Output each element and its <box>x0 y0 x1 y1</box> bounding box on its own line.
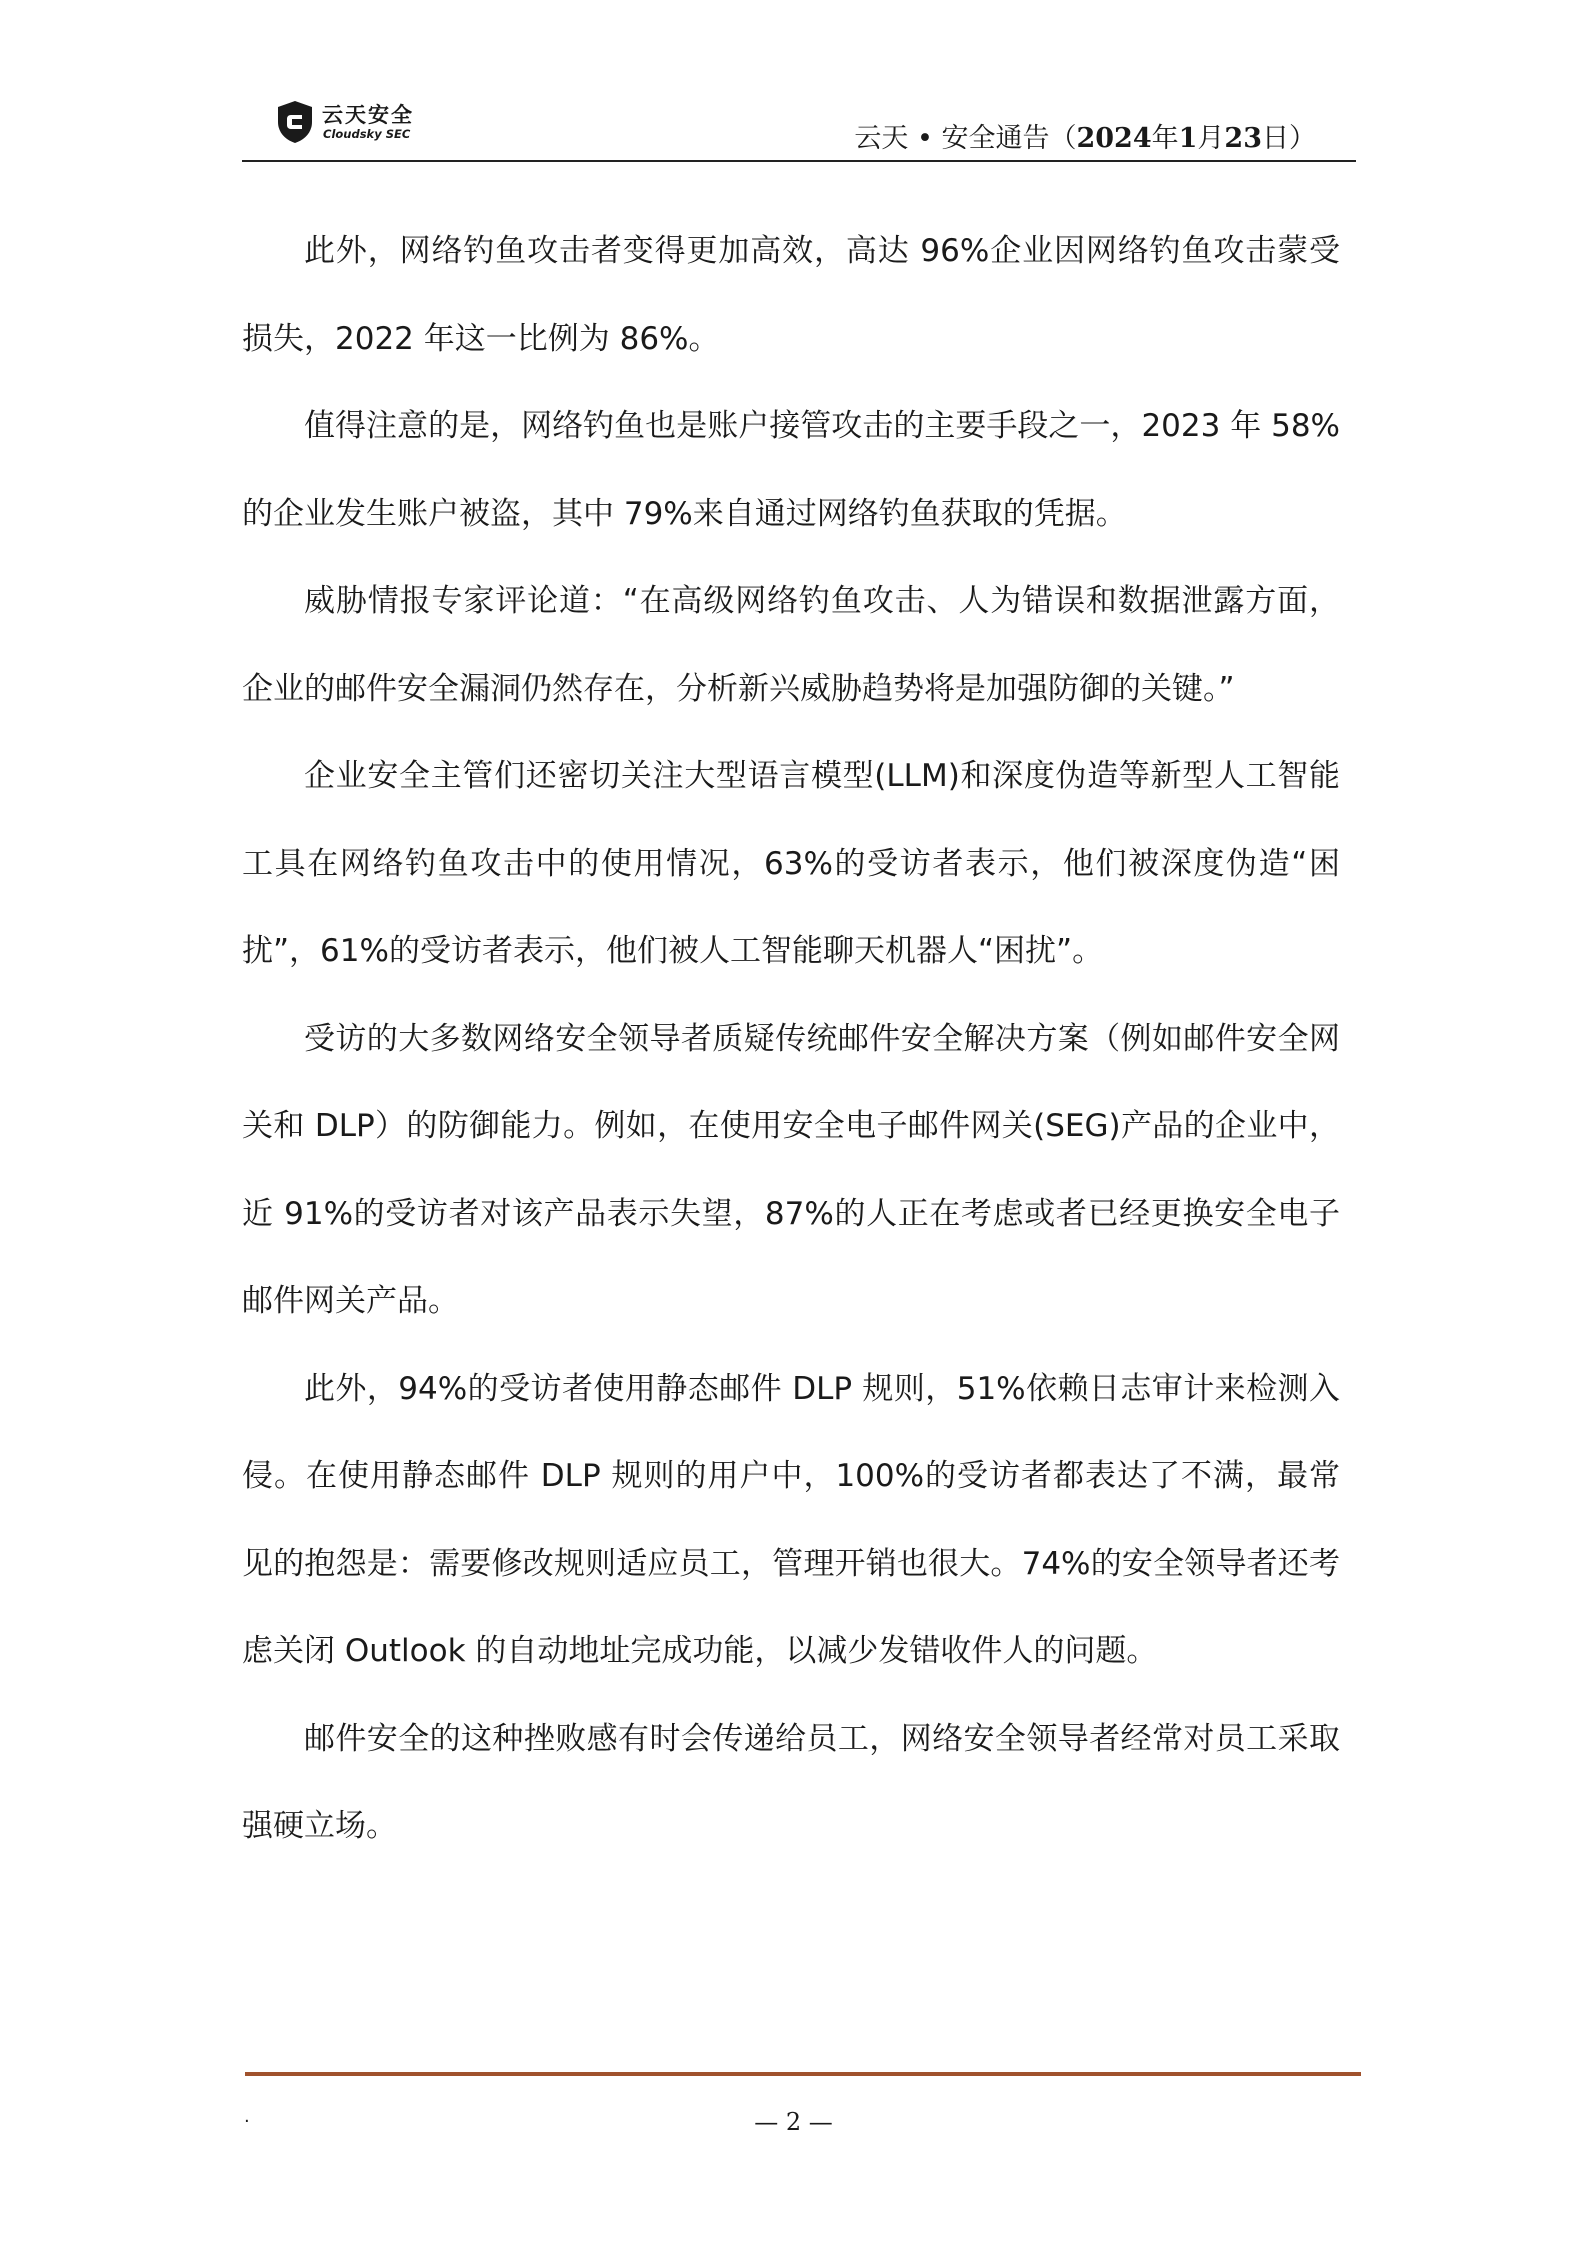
title-month: 1 <box>1178 123 1198 154</box>
page-header <box>242 88 1356 160</box>
bulletin-title <box>854 116 1316 155</box>
title-day: 23 <box>1224 123 1262 154</box>
title-prefix: 云天 • 安全通告（ <box>854 123 1077 154</box>
header-divider <box>242 160 1356 162</box>
footer-dot: . <box>244 2106 250 2127</box>
logo-english-name: Cloudsky SEC <box>323 127 411 141</box>
cloudsky-logo <box>276 100 476 146</box>
title-year: 2024 <box>1076 123 1152 154</box>
paragraph: 值得注意的是，网络钓鱼也是账户接管攻击的主要手段之一，2023 年 58%的企业发生账户被盗，其中 79%来自通过网络钓鱼获取的凭据。 <box>242 408 1340 532</box>
paragraph: 邮件安全的这种挫败感有时会传递给员工，网络安全领导者经常对员工采取强硬立场。 <box>242 1720 1340 1844</box>
logo-chinese-name: 云天安全 <box>322 103 414 127</box>
title-year-unit: 年 <box>1151 123 1179 154</box>
paragraph: 企业安全主管们还密切关注大型语言模型(LLM)和深度伪造等新型人工智能工具在网络钓鱼攻击中的使用情况，63%的受访者表示，他们被深度伪造“困扰”，61%的受访者表示，他们被人工智能聊天机器人“困扰”。 <box>242 758 1340 969</box>
paragraph: 此外，网络钓鱼攻击者变得更加高效，高达 96%企业因网络钓鱼攻击蒙受损失，2022 年这一比例为 86%。 <box>242 233 1340 357</box>
paragraph: 此外，94%的受访者使用静态邮件 DLP 规则，51%依赖日志审计来检测入侵。在使用静态邮件 DLP 规则的用户中，100%的受访者都表达了不满，最常见的抱怨是：需要修改规则适应员工，管理开销也很大。74%的安全领导者还考虑关闭 Outlook 的自动地址完成功能，以减少发错收件人的问题。 <box>242 1370 1340 1669</box>
paragraph: 受访的大多数网络安全领导者质疑传统邮件安全解决方案（例如邮件安全网关和 DLP）的防御能力。例如，在使用安全电子邮件网关(SEG)产品的企业中，近 91%的受访者对该产品表示失望，87%的人正在考虑或者已经更换安全电子邮件网关产品。 <box>242 1020 1340 1319</box>
title-suffix: 日） <box>1262 123 1316 154</box>
title-month-unit: 月 <box>1197 123 1225 154</box>
footer-divider <box>245 2072 1361 2076</box>
page-number: — 2 — <box>754 2108 833 2136</box>
article-body <box>242 208 1340 1871</box>
paragraph: 威胁情报专家评论道：“在高级网络钓鱼攻击、人为错误和数据泄露方面，企业的邮件安全漏洞仍然存在，分析新兴威胁趋势将是加强防御的关键。” <box>242 583 1340 707</box>
shield-c-logo-icon <box>276 100 314 144</box>
